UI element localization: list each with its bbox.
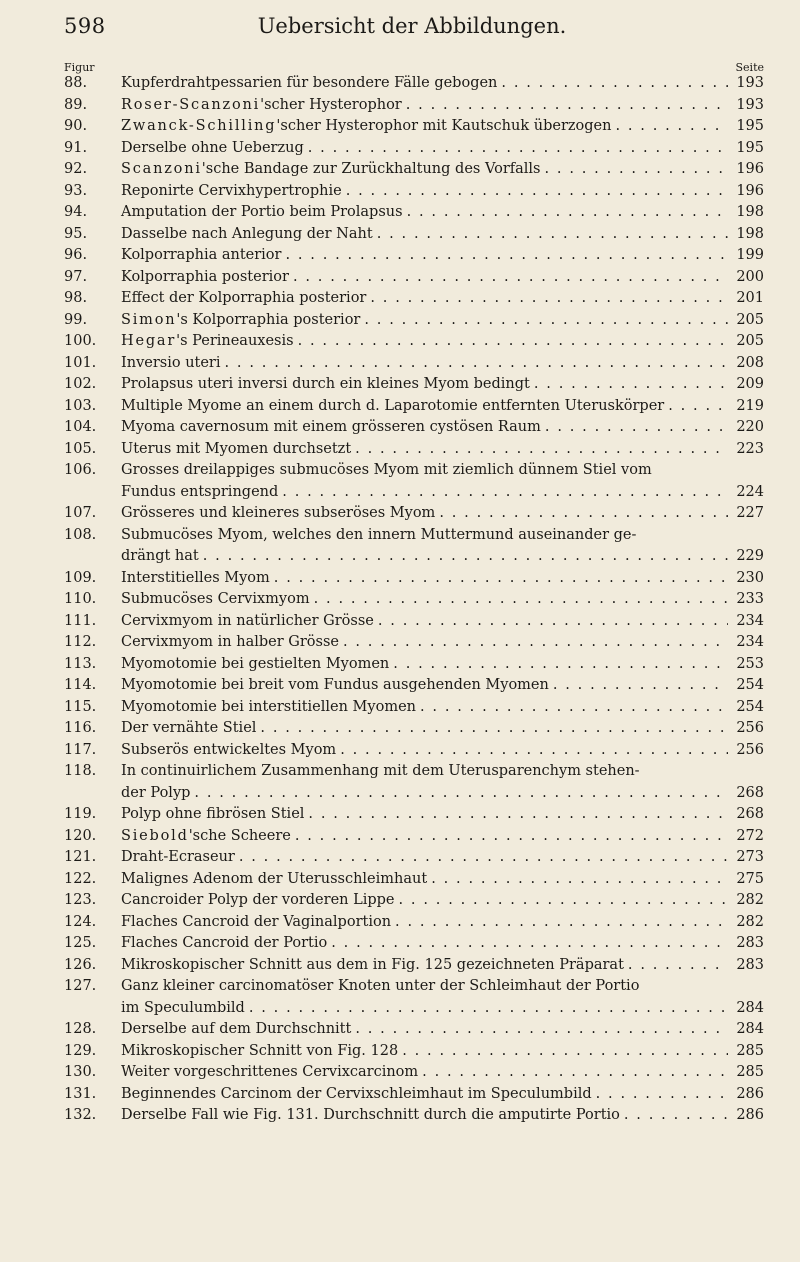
dot-leader (628, 955, 728, 977)
figure-entry (64, 589, 764, 611)
figure-number: 114. (64, 677, 97, 693)
dot-leader (624, 1105, 728, 1127)
dot-leader (285, 245, 728, 267)
dot-leader (395, 912, 728, 934)
figure-number: 113. (64, 655, 97, 672)
figure-number: 112. (64, 634, 97, 650)
author-name: Hegar (121, 333, 177, 349)
figure-entry (64, 761, 764, 804)
page-reference: 273 (736, 849, 764, 865)
dot-leader (340, 740, 728, 762)
caption-part: 'scher Hysterophor mit Kautschuk überzogen (276, 118, 612, 134)
page-reference: 220 (736, 419, 764, 435)
page-reference: 205 (736, 311, 764, 328)
dot-leader (431, 869, 728, 891)
figure-caption: Draht-Ecraseur (121, 849, 235, 865)
figure-caption: Interstitielles Myom (121, 569, 270, 586)
figure-caption: der Polyp (121, 784, 191, 801)
figure-caption: Uterus mit Myomen durchsetzt (121, 440, 352, 457)
figure-caption: Flaches Cancroid der Portio (121, 935, 328, 951)
dot-leader (355, 1019, 728, 1041)
page-reference: 282 (736, 913, 764, 930)
figure-entry (64, 826, 764, 848)
dot-leader (295, 826, 728, 848)
entry-line (64, 331, 764, 353)
figure-entry (64, 611, 764, 633)
entry-line (64, 288, 764, 310)
entry-line (64, 955, 764, 977)
dot-leader (355, 439, 728, 461)
figure-number: 122. (64, 870, 97, 887)
page-reference: 282 (736, 892, 764, 908)
page-reference: 253 (736, 655, 764, 672)
figure-caption: Inversio uteri (121, 354, 221, 371)
entry-line (64, 675, 764, 697)
dot-leader (378, 611, 728, 633)
entry-line (64, 525, 764, 547)
dot-leader (225, 353, 728, 375)
author-name: Scanzoni (121, 161, 202, 177)
entry-line (64, 73, 764, 95)
figure-caption: Grosses dreilappiges submucöses Myom mit ziemlich dünnem Stiel vom (121, 462, 652, 478)
figure-entry (64, 396, 764, 418)
figure-number: 96. (64, 247, 88, 263)
figure-caption: Beginnendes Carcinom der Cervixschleimhaut im Speculumbild (121, 1085, 592, 1102)
dot-leader (331, 933, 728, 955)
figure-caption: Myomotomie bei breit vom Fundus ausgehenden Myomen (121, 677, 549, 693)
figure-list (64, 73, 764, 1127)
entry-line (64, 697, 764, 719)
figure-entry (64, 697, 764, 719)
dot-leader (534, 374, 728, 396)
page-reference: 284 (736, 1021, 764, 1037)
entry-line (64, 417, 764, 439)
figure-caption (121, 826, 291, 848)
figure-number: 88. (64, 75, 88, 91)
dot-leader (615, 116, 728, 138)
dot-leader (501, 73, 728, 95)
figure-number: 121. (64, 849, 97, 865)
entry-line (64, 761, 764, 783)
figure-number: 100. (64, 333, 97, 349)
dot-leader (370, 288, 728, 310)
entry-line (64, 718, 764, 740)
figure-caption: Grösseres und kleineres subseröses Myom (121, 505, 436, 521)
figure-number: 109. (64, 569, 97, 586)
entry-line (64, 245, 764, 267)
figure-number: 126. (64, 956, 97, 973)
figure-caption: Submucöses Cervixmyom (121, 591, 310, 607)
entry-line (64, 826, 764, 848)
page-reference: 230 (736, 569, 764, 586)
entry-line (64, 632, 764, 654)
entry-line (64, 976, 764, 998)
dot-leader (346, 181, 728, 203)
figure-caption: Prolapsus uteri inversi durch ein kleines Myom bedingt (121, 376, 530, 392)
figure-number: 98. (64, 290, 88, 306)
entry-line (64, 1062, 764, 1084)
figure-entry (64, 267, 764, 289)
entry-line (64, 95, 764, 117)
page-reference: 284 (736, 999, 764, 1016)
dot-leader (407, 202, 728, 224)
figure-entry (64, 912, 764, 934)
figure-entry (64, 632, 764, 654)
figure-number: 127. (64, 978, 97, 994)
figure-number: 130. (64, 1064, 97, 1080)
entry-line (64, 869, 764, 891)
entry-line (64, 138, 764, 160)
figure-entry (64, 718, 764, 740)
dot-leader (545, 417, 728, 439)
figure-caption: Reponirte Cervixhypertrophie (121, 182, 342, 199)
figure-entry (64, 525, 764, 568)
page-reference: 198 (736, 204, 764, 220)
figure-caption: Polyp ohne fibrösen Stiel (121, 806, 305, 822)
entry-line (64, 912, 764, 934)
figure-column-label: Figur (64, 61, 95, 74)
caption-part: 'scher Hysterophor (260, 96, 402, 113)
figure-entry (64, 740, 764, 762)
dot-leader (239, 847, 728, 869)
figure-entry (64, 116, 764, 138)
figure-entry (64, 869, 764, 891)
figure-entry (64, 73, 764, 95)
page-reference: 198 (736, 225, 764, 242)
figure-entry (64, 503, 764, 525)
figure-number: 89. (64, 96, 88, 113)
entry-line (64, 310, 764, 332)
figure-entry (64, 95, 764, 117)
figure-caption: Cervixmyom in halber Grösse (121, 634, 339, 650)
figure-number: 118. (64, 763, 97, 779)
figure-entry (64, 224, 764, 246)
figure-entry (64, 1019, 764, 1041)
entry-line (64, 933, 764, 955)
caption-part: 'sche Bandage zur Zurückhaltung des Vorfalls (201, 161, 541, 177)
figure-caption: Submucöses Myom, welches den innern Muttermund auseinander ge- (121, 526, 637, 543)
page-reference: 196 (736, 182, 764, 199)
page-reference: 209 (736, 376, 764, 392)
page-reference: 193 (736, 96, 764, 113)
figure-caption: Kolporraphia posterior (121, 268, 289, 285)
figure-number: 90. (64, 118, 88, 134)
figure-number: 107. (64, 505, 97, 521)
figure-caption: Derselbe Fall wie Fig. 131. Durchschnitt durch die amputirte Portio (121, 1107, 620, 1123)
dot-leader (377, 224, 728, 246)
dot-leader (406, 95, 728, 117)
entry-line (64, 847, 764, 869)
entry-continuation-line (64, 998, 764, 1020)
page-reference: 200 (736, 268, 764, 285)
entry-line (64, 654, 764, 676)
figure-caption: Amputation der Portio beim Prolapsus (121, 204, 403, 220)
figure-entry (64, 288, 764, 310)
entry-line (64, 740, 764, 762)
page-reference: 283 (736, 956, 764, 973)
figure-entry (64, 976, 764, 1019)
figure-number: 116. (64, 720, 97, 736)
figure-caption: Fundus entspringend (121, 483, 279, 500)
entry-line (64, 116, 764, 138)
figure-caption: Mikroskopischer Schnitt aus dem in Fig. 125 gezeichneten Präparat (121, 956, 624, 973)
dot-leader (402, 1041, 728, 1063)
figure-caption: Derselbe ohne Ueberzug (121, 139, 304, 156)
page-reference: 193 (736, 75, 764, 91)
figure-number: 99. (64, 311, 88, 328)
entry-line (64, 224, 764, 246)
page-reference: 205 (736, 333, 764, 349)
figure-entry (64, 159, 764, 181)
entry-continuation-line (64, 482, 764, 504)
dot-leader (298, 331, 728, 353)
entry-line (64, 396, 764, 418)
entry-line (64, 460, 764, 482)
figure-caption: Kolporraphia anterior (121, 247, 282, 263)
figure-number: 124. (64, 913, 97, 930)
figure-number: 129. (64, 1042, 97, 1059)
figure-entry (64, 138, 764, 160)
figure-caption: drängt hat (121, 548, 199, 564)
page-reference: 227 (736, 505, 764, 521)
figure-entry (64, 353, 764, 375)
dot-leader (422, 1062, 728, 1084)
page-reference: 201 (736, 290, 764, 306)
figure-entry (64, 568, 764, 590)
figure-entry (64, 1062, 764, 1084)
entry-continuation-line (64, 783, 764, 805)
page-reference: 208 (736, 354, 764, 371)
dot-leader (343, 632, 728, 654)
page-reference: 256 (736, 720, 764, 736)
dot-leader (596, 1084, 728, 1106)
figure-caption: Myomotomie bei interstitiellen Myomen (121, 698, 416, 715)
figure-number: 115. (64, 698, 97, 715)
figure-caption: Subserös entwickeltes Myom (121, 741, 337, 758)
entry-line (64, 589, 764, 611)
figure-number: 117. (64, 741, 97, 758)
figure-entry (64, 1084, 764, 1106)
figure-number: 128. (64, 1021, 97, 1037)
entry-continuation-line (64, 546, 764, 568)
figure-number: 105. (64, 440, 97, 457)
figure-entry (64, 310, 764, 332)
figure-entry (64, 417, 764, 439)
figure-entry (64, 331, 764, 353)
page-reference: 286 (736, 1085, 764, 1102)
figure-number: 93. (64, 182, 88, 199)
dot-leader (439, 503, 728, 525)
figure-caption: Cancroider Polyp der vorderen Lippe (121, 892, 395, 908)
page-header-title: Uebersicht der Abbildungen. (257, 14, 567, 38)
page-reference: 283 (736, 935, 764, 951)
author-name: Zwanck-Schilling (121, 118, 277, 134)
entry-line (64, 890, 764, 912)
page-reference: 195 (736, 139, 764, 156)
entry-line (64, 568, 764, 590)
page-reference: 275 (736, 870, 764, 887)
figure-number: 95. (64, 225, 88, 242)
page-reference: 254 (736, 698, 764, 715)
entry-line (64, 159, 764, 181)
entry-line (64, 804, 764, 826)
page-reference: 224 (736, 483, 764, 500)
entry-line (64, 353, 764, 375)
author-name: Simon (121, 311, 177, 328)
figure-entry (64, 890, 764, 912)
page-reference: 254 (736, 677, 764, 693)
figure-number: 108. (64, 526, 97, 543)
figure-caption: im Speculumbild (121, 999, 245, 1016)
author-name: Siebold (121, 827, 189, 844)
dot-leader (249, 998, 728, 1020)
entry-line (64, 503, 764, 525)
figure-caption: Cervixmyom in natürlicher Grösse (121, 612, 374, 629)
figure-number: 103. (64, 397, 97, 414)
page-reference: 219 (736, 397, 764, 414)
figure-entry (64, 847, 764, 869)
entry-line (64, 1105, 764, 1127)
page-number: 598 (64, 14, 106, 38)
page-reference: 195 (736, 118, 764, 134)
page-column-label: Seite (735, 61, 764, 74)
figure-number: 106. (64, 462, 97, 478)
page-reference: 233 (736, 591, 764, 607)
page-reference: 286 (736, 1107, 764, 1123)
dot-leader (274, 568, 728, 590)
figure-number: 97. (64, 268, 88, 285)
page-reference: 268 (736, 784, 764, 801)
entry-line (64, 611, 764, 633)
figure-caption: In continuirlichem Zusammenhang mit dem Uterusparenchym stehen- (121, 763, 640, 779)
figure-caption: Ganz kleiner carcinomatöser Knoten unter der Schleimhaut der Portio (121, 978, 640, 994)
page-reference: 256 (736, 741, 764, 758)
page-reference: 285 (736, 1064, 764, 1080)
figure-number: 110. (64, 591, 97, 607)
running-head (64, 14, 760, 48)
dot-leader (420, 697, 728, 719)
figure-caption (121, 116, 611, 138)
figure-entry (64, 654, 764, 676)
figure-entry (64, 955, 764, 977)
caption-part: 's Kolporraphia posterior (176, 311, 361, 328)
entry-line (64, 202, 764, 224)
figure-number: 111. (64, 612, 97, 629)
dot-leader (668, 396, 728, 418)
dot-leader (544, 159, 728, 181)
figure-caption: Der vernähte Stiel (121, 720, 257, 736)
figure-caption: Flaches Cancroid der Vaginalportion (121, 913, 392, 930)
figure-entry (64, 181, 764, 203)
figure-number: 132. (64, 1107, 97, 1123)
figure-caption: Multiple Myome an einem durch d. Laparotomie entfernten Uteruskörper (121, 397, 665, 414)
dot-leader (399, 890, 728, 912)
caption-part: 'sche Scheere (188, 827, 291, 844)
dot-leader (553, 675, 728, 697)
dot-leader (314, 589, 728, 611)
page-reference: 268 (736, 806, 764, 822)
figure-number: 101. (64, 354, 97, 371)
entry-line (64, 1019, 764, 1041)
figure-number: 92. (64, 161, 88, 177)
figure-number: 91. (64, 139, 88, 156)
entry-line (64, 1084, 764, 1106)
figure-caption: Derselbe auf dem Durchschnitt (121, 1021, 352, 1037)
figure-entry (64, 675, 764, 697)
author-name: Roser-Scanzoni (121, 96, 261, 113)
figure-entry (64, 245, 764, 267)
figure-entry (64, 1041, 764, 1063)
figure-entry (64, 202, 764, 224)
figure-caption: Myomotomie bei gestielten Myomen (121, 655, 390, 672)
figure-caption: Effect der Kolporraphia posterior (121, 290, 367, 306)
figure-caption (121, 159, 540, 181)
figure-caption: Myoma cavernosum mit einem grösseren cystösen Raum (121, 419, 541, 435)
figure-number: 119. (64, 806, 97, 822)
dot-leader (260, 718, 728, 740)
page-reference: 196 (736, 161, 764, 177)
page-reference: 223 (736, 440, 764, 457)
dot-leader (293, 267, 728, 289)
figure-number: 120. (64, 827, 97, 844)
entry-line (64, 439, 764, 461)
figure-number: 125. (64, 935, 97, 951)
page-reference: 285 (736, 1042, 764, 1059)
page-reference: 199 (736, 247, 764, 263)
dot-leader (364, 310, 728, 332)
entry-line (64, 1041, 764, 1063)
dot-leader (393, 654, 728, 676)
figure-number: 104. (64, 419, 97, 435)
figure-entry (64, 804, 764, 826)
page-reference: 234 (736, 634, 764, 650)
figure-caption (121, 310, 360, 332)
entry-line (64, 267, 764, 289)
figure-entry (64, 374, 764, 396)
page-reference: 272 (736, 827, 764, 844)
figure-entry (64, 1105, 764, 1127)
caption-part: 's Perineauxesis (176, 333, 294, 349)
figure-caption: Kupferdrahtpessarien für besondere Fälle gebogen (121, 75, 498, 91)
figure-entry (64, 439, 764, 461)
dot-leader (308, 804, 728, 826)
figure-caption: Malignes Adenom der Uterusschleimhaut (121, 870, 428, 887)
figure-caption (121, 95, 402, 117)
page-reference: 229 (736, 548, 764, 564)
dot-leader (308, 138, 728, 160)
figure-caption: Mikroskopischer Schnitt von Fig. 128 (121, 1042, 399, 1059)
dot-leader (194, 783, 728, 805)
figure-entry (64, 460, 764, 503)
dot-leader (282, 482, 728, 504)
figure-number: 94. (64, 204, 88, 220)
figure-number: 131. (64, 1085, 97, 1102)
dot-leader (203, 546, 728, 568)
figure-number: 123. (64, 892, 97, 908)
entry-line (64, 374, 764, 396)
figure-number: 102. (64, 376, 97, 392)
page-reference: 234 (736, 612, 764, 629)
figure-caption: Dasselbe nach Anlegung der Naht (121, 225, 373, 242)
entry-line (64, 181, 764, 203)
figure-caption (121, 331, 294, 353)
figure-entry (64, 933, 764, 955)
figure-caption: Weiter vorgeschrittenes Cervixcarcinom (121, 1064, 419, 1080)
